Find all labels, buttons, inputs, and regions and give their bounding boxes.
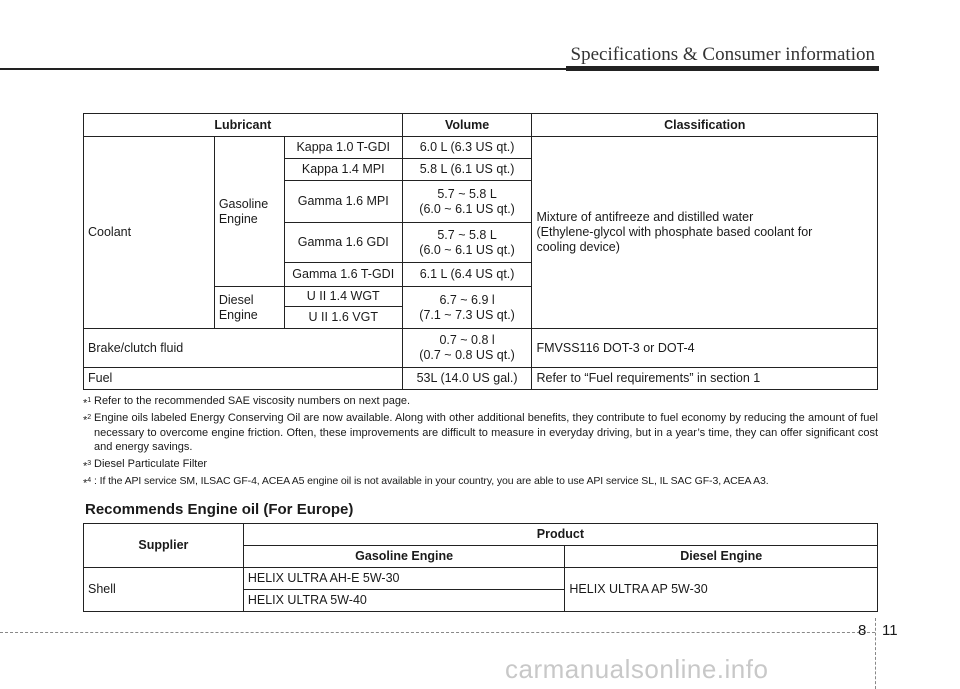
- volume-cell: 6.0 L (6.3 US qt.): [402, 137, 532, 159]
- header-supplier: Supplier: [84, 524, 244, 568]
- engine-cell: Gamma 1.6 MPI: [284, 181, 402, 223]
- footer-divider: [0, 632, 875, 633]
- specification-table: [83, 113, 878, 390]
- brake-fluid-label: Brake/clutch fluid: [84, 329, 403, 368]
- footnote-text: Refer to the recommended SAE viscosity numbers on next page.: [94, 395, 411, 407]
- engine-cell: Gamma 1.6 T-GDI: [284, 263, 402, 287]
- footnote-text: : If the API service SM, ILSAC GF-4, ACEA A5 engine oil is not available in your country, you are able to use API service SL, IL SAC GF-3, ACEA A3.: [94, 475, 769, 487]
- recommend-title: Recommends Engine oil (For Europe): [85, 501, 354, 518]
- recommended-oil-table: [83, 523, 878, 612]
- gasoline-engine-label: Gasoline Engine: [214, 137, 284, 287]
- header-diesel-engine: Diesel Engine: [565, 546, 878, 568]
- footnote-mark: *: [83, 477, 88, 490]
- fuel-label: Fuel: [84, 368, 403, 390]
- table-row: [84, 329, 878, 368]
- footnote-number: 3: [87, 460, 92, 467]
- volume-cell: 5.7 ~ 5.8 L (6.0 ~ 6.1 US qt.): [402, 181, 532, 223]
- header-volume: Volume: [402, 114, 532, 137]
- watermark: carmanualsonline.info: [505, 654, 769, 684]
- footnote-2: [83, 411, 878, 455]
- brake-fluid-classification: FMVSS116 DOT-3 or DOT-4: [532, 329, 878, 368]
- header-classification: Classification: [532, 114, 878, 137]
- table-row: [84, 137, 878, 159]
- footnote-text: Diesel Particulate Filter: [94, 458, 208, 470]
- gasoline-product-cell: HELIX ULTRA 5W-40: [243, 590, 565, 612]
- brake-fluid-volume: 0.7 ~ 0.8 l (0.7 ~ 0.8 US qt.): [402, 329, 532, 368]
- engine-cell: U II 1.6 VGT: [284, 307, 402, 329]
- engine-cell: U II 1.4 WGT: [284, 287, 402, 307]
- footnote-4: [83, 474, 878, 489]
- diesel-volume-cell: 6.7 ~ 6.9 l (7.1 ~ 7.3 US qt.): [402, 287, 532, 329]
- table-row: [84, 568, 878, 590]
- table-header-row: [84, 114, 878, 137]
- footnote-text: Engine oils labeled Energy Conserving Oil are now available. Along with other additional benefits, they contribute to fuel economy by reducing the amount of fuel necessary to overcome engine friction. Often, these improvements are difficult to measure in everyday driving, but in a year’s time, they can offer significant cost and energy savings.: [94, 412, 878, 453]
- volume-cell: 5.7 ~ 5.8 L (6.0 ~ 6.1 US qt.): [402, 223, 532, 263]
- volume-cell: 6.1 L (6.4 US qt.): [402, 263, 532, 287]
- footnote-mark: *: [83, 397, 88, 410]
- footnote-mark: *: [83, 414, 88, 427]
- header-bar: [566, 66, 879, 71]
- footer-vertical-divider: [875, 618, 876, 689]
- volume-cell: 5.8 L (6.1 US qt.): [402, 159, 532, 181]
- footnote-1: [83, 394, 878, 409]
- chapter-number: 8: [858, 622, 867, 639]
- table-row: [84, 368, 878, 390]
- engine-cell: Gamma 1.6 GDI: [284, 223, 402, 263]
- footnote-mark: *: [83, 460, 88, 473]
- engine-cell: Kappa 1.4 MPI: [284, 159, 402, 181]
- gasoline-product-cell: HELIX ULTRA AH-E 5W-30: [243, 568, 565, 590]
- section-title: Specifications & Consumer information: [570, 44, 875, 65]
- footnote-number: 4: [87, 477, 92, 484]
- diesel-engine-label: Diesel Engine: [214, 287, 284, 329]
- coolant-classification: Mixture of antifreeze and distilled water (Ethylene-glycol with phosphate based coolant for cooling device): [532, 137, 878, 329]
- coolant-label: Coolant: [84, 137, 215, 329]
- engine-cell: Kappa 1.0 T-GDI: [284, 137, 402, 159]
- header-lubricant: Lubricant: [84, 114, 403, 137]
- footnote-number: 2: [87, 414, 92, 421]
- table-header-row: [84, 524, 878, 546]
- header-product: Product: [243, 524, 877, 546]
- fuel-volume: 53L (14.0 US gal.): [402, 368, 532, 390]
- footnote-number: 1: [87, 397, 92, 404]
- header-gasoline-engine: Gasoline Engine: [243, 546, 565, 568]
- page-number: 11: [882, 622, 898, 639]
- diesel-product-cell: HELIX ULTRA AP 5W-30: [565, 568, 878, 612]
- supplier-cell: Shell: [84, 568, 244, 612]
- fuel-classification: Refer to “Fuel requirements” in section 1: [532, 368, 878, 390]
- footnote-3: [83, 457, 878, 472]
